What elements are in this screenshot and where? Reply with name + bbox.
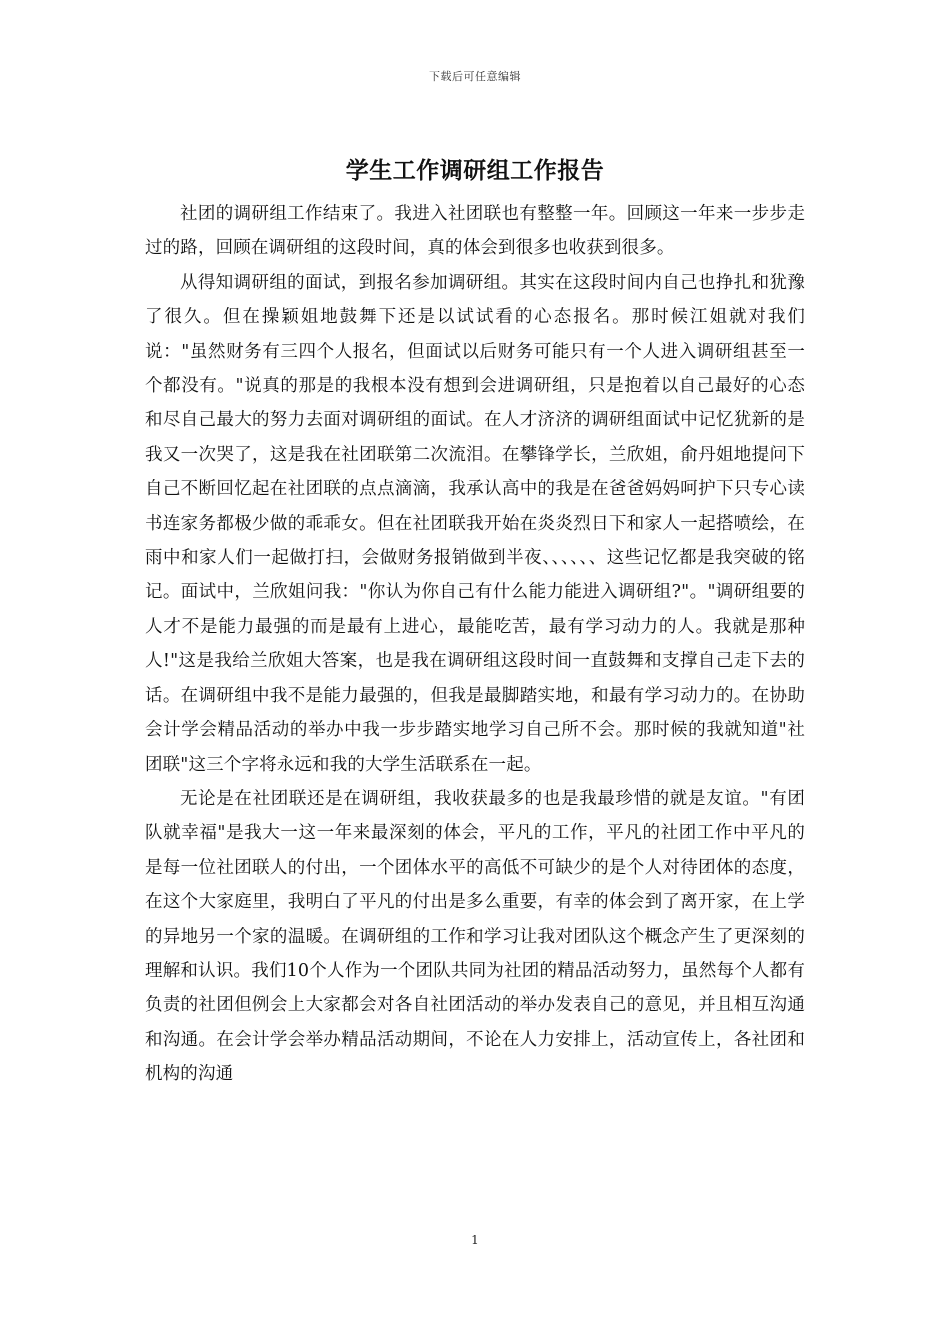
page-number: 1 xyxy=(471,1233,479,1247)
paragraph-2: 从得知调研组的面试，到报名参加调研组。其实在这段时间内自己也挣扎和犹豫了很久。但在操颖姐地鼓舞下还是以试试看的心态报名。那时候江姐就对我们说："虽然财务有三四个人报名，但面试以后财务可能只有一个人进入调研组甚至一个都没有。"说真的那是的我根本没有想到会进调研组，只是抱着以自己最好的心态和尽自己最大的努力去面对调研组的面试。在人才济济的调研组面试中记忆犹新的是我又一次哭了，这是我在社团联第二次流泪。在攀锋学长，兰欣姐，俞丹姐地提问下自己不断回忆起在社团联的点点滴滴，我承认高中的我是在爸爸妈妈呵护下只专心读书连家务都极少做的乖乖女。但在社团联我开始在炎炎烈日下和家人一起搭喷绘，在雨中和家人们一起做打扫，会做财务报销做到半夜、、、、、、这些记忆都是我突破的铭记。面试中，兰欣姐问我："你认为你自己有什么能力能进入调研组?"。"调研组要的人才不是能力最强的而是最有上进心，最能吃苦，最有学习动力的人。我就是那种人!"这是我给兰欣姐大答案，也是我在调研组这段时间一直鼓舞和支撑自己走下去的话。在调研组中我不是能力最强的，但我是最脚踏实地，和最有学习动力的。在协助会计学会精品活动的举办中我一步步踏实地学习自己所不会。那时候的我就知道"社团联"这三个字将永远和我的大学生活联系在一起。 xyxy=(145,272,805,775)
header-note: 下载后可任意编辑 xyxy=(429,70,521,83)
paragraph-3: 无论是在社团联还是在调研组，我收获最多的也是我最珍惜的就是友谊。"有团队就幸福"是我大一这一年来最深刻的体会，平凡的工作，平凡的社团工作中平凡的是每一位社团联人的付出，一个团体水平的高低不可缺少的是个人对待团体的态度，在这个大家庭里，我明白了平凡的付出是多么重要，有幸的体会到了离开家，在上学的异地另一个家的温暖。在调研组的工作和学习让我对团队这个概念产生了更深刻的理解和认识。我们10个人作为一个团队共同为社团的精品活动努力，虽然每个人都有负责的社团但例会上大家都会对各自社团活动的举办发表自己的意见，并且相互沟通和沟通。在会计学会举办精品活动期间，不论在人力安排上，活动宣传上，各社团和机构的沟通 xyxy=(145,788,805,1085)
document-title: 学生工作调研组工作报告 xyxy=(345,157,605,184)
document-body xyxy=(145,197,805,1092)
paragraph-1: 社团的调研组工作结束了。我进入社团联也有整整一年。回顾这一年来一步步走过的路，回顾在调研组的这段时间，真的体会到很多也收获到很多。 xyxy=(145,204,805,259)
